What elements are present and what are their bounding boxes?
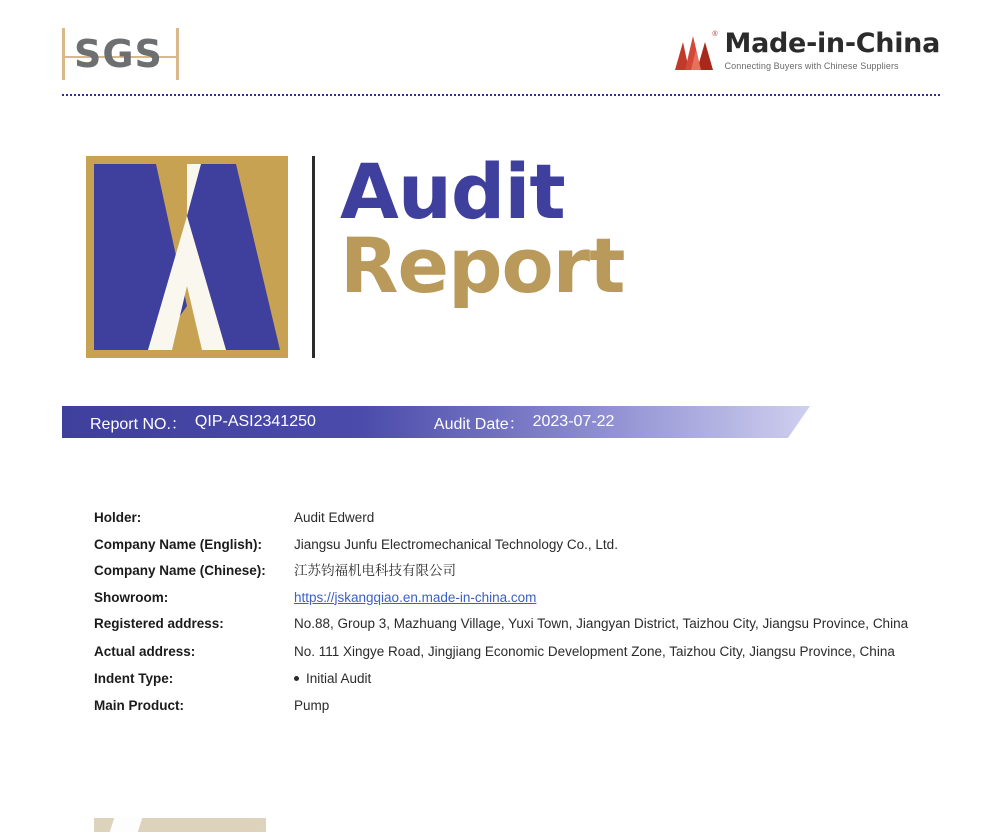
info-label: Indent Type: — [94, 671, 174, 687]
made-in-china-mark-icon — [675, 31, 718, 70]
info-label: Showroom: — [94, 589, 169, 605]
info-value: Jiangsu Junfu Electromechanical Technology Co., Ltd. — [294, 536, 618, 552]
made-in-china-wordmark — [725, 30, 940, 71]
page-bottom-partial-graphic — [94, 818, 266, 832]
info-value: 江苏钧福机电科技有限公司 — [294, 563, 456, 579]
audit-date-label: Audit Date： — [433, 415, 525, 433]
hero-title-block — [340, 147, 625, 310]
info-label: Holder: — [94, 510, 142, 525]
report-meta-banner — [62, 406, 810, 438]
showroom-link[interactable]: https://jskangqiao.en.made-in-china.com — [294, 589, 537, 605]
sgs-logo-left-bar — [62, 28, 65, 80]
bullet-icon — [294, 676, 299, 681]
info-row — [94, 588, 934, 608]
info-label: Registered address: — [94, 616, 224, 632]
info-row — [94, 508, 934, 528]
info-label: Actual address: — [94, 643, 196, 659]
page-bottom-partial-graphic-detail — [110, 818, 143, 832]
info-row — [94, 696, 934, 716]
hero-title-line2: Report — [340, 220, 625, 310]
info-row — [94, 535, 934, 555]
info-value — [294, 588, 934, 608]
info-label: Company Name (Chinese): — [94, 563, 266, 579]
info-value: Pump — [294, 697, 330, 713]
info-label: Main Product: — [94, 697, 184, 713]
made-in-china-title: Made-in-China — [724, 28, 940, 59]
audit-date-value: 2023-07-22 — [532, 413, 615, 430]
banner-content — [62, 406, 810, 438]
report-no-label: Report NO.： — [90, 415, 187, 433]
info-value: No. 111 Xingye Road, Jingjiang Economic Development Zone, Taizhou City, Jiangsu Province, China — [294, 643, 895, 659]
sgs-logo-right-bar — [176, 28, 179, 80]
hero-divider — [312, 156, 315, 358]
info-value: No.88, Group 3, Mazhuang Village, Yuxi Town, Jiangyan District, Taizhou City, Jiangsu Province, China — [294, 616, 909, 632]
made-in-china-logo — [675, 30, 940, 82]
info-row — [94, 614, 934, 634]
info-row — [94, 561, 934, 581]
sgs-logo — [62, 28, 182, 82]
made-in-china-tagline: Connecting Buyers with Chinese Suppliers — [724, 61, 899, 71]
info-row — [94, 669, 934, 689]
holder-info-table — [94, 508, 934, 723]
hero-title-line1: Audit — [340, 147, 565, 236]
audit-emblem-icon — [86, 156, 288, 358]
info-label: Company Name (English): — [94, 536, 263, 552]
sgs-logo-text: SGS — [74, 32, 163, 76]
document-header — [62, 22, 940, 94]
report-no-value: QIP-ASI2341250 — [194, 413, 316, 430]
indent-type-value: Initial Audit — [306, 671, 372, 687]
info-value — [294, 669, 934, 689]
info-row — [94, 642, 934, 662]
registered-trademark-icon: ® — [712, 31, 718, 38]
header-divider — [62, 94, 940, 96]
info-value: Audit Edwerd — [294, 510, 375, 525]
